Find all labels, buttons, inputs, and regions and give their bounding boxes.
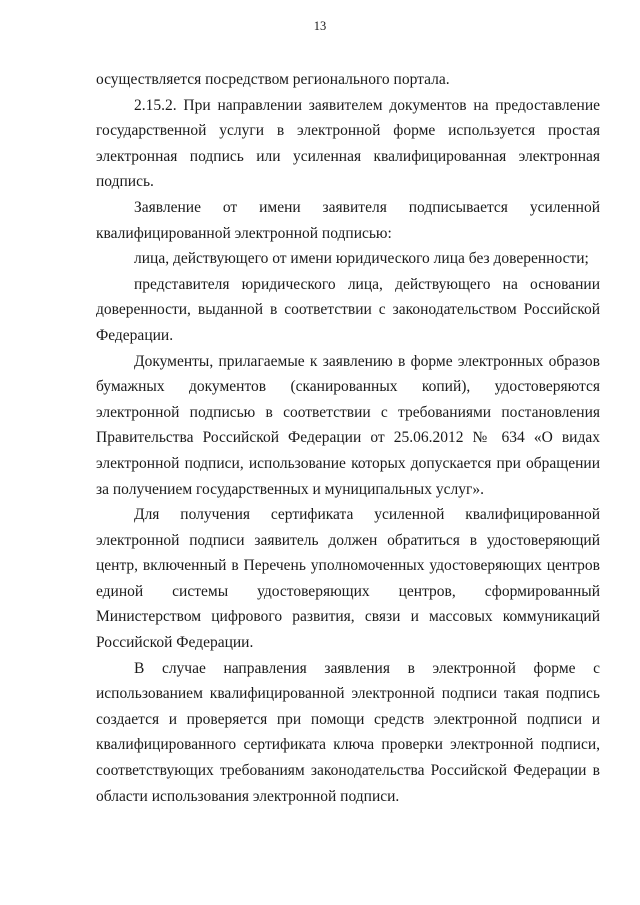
paragraph-attached-documents: Документы, прилагаемые к заявлению в форме электронных образов бумажных документов (сканированных копий), удостоверяются электронной подписью в соответствии с требованиями постановления Правительства Российской Федерации от 25.06.2012 № 634 «О видах электронной подписи, использование которых допускается при обращении за получением государственных и муниципальных услуг». [96,352,600,498]
paragraph-legal-entity-representative: представителя юридического лица, действующего на основании доверенности, выданной в соответствии с законодательством Российской Федерации. [96,275,600,344]
paragraph-qualified-signature: В случае направления заявления в электронной форме с использованием квалифицированной электронной подписи такая подпись создается и проверяется при помощи средств электронной подписи и квалифицированного сертификата ключа проверки электронной подписи, соответствующих требованиям законодательства Российской Федерации в области использования электронной подписи. [96,659,600,805]
paragraph-2-15-2: 2.15.2. При направлении заявителем документов на предоставление государственной услуги в электронной форме используется простая электронная подпись или усиленная квалифицированная электронная подпись. [96,96,600,191]
paragraph-certificate: Для получения сертификата усиленной квалифицированной электронной подписи заявитель должен обратиться в удостоверяющий центр, включенный в Перечень уполномоченных удостоверяющих центров единой системы удостоверяющих центров, сформированный Министерством цифрового развития, связи и массовых коммуникаций Российской Федерации. [96,506,600,652]
page-number: 13 [313,19,327,33]
paragraph-application-signing: Заявление от имени заявителя подписывается усиленной квалифицированной электронной подписью: [96,198,600,242]
document-body [96,67,600,809]
paragraph-continuation: осуществляется посредством регионального портала. [96,71,450,88]
paragraph-legal-entity-person: лица, действующего от имени юридического лица без доверенности; [134,250,589,268]
